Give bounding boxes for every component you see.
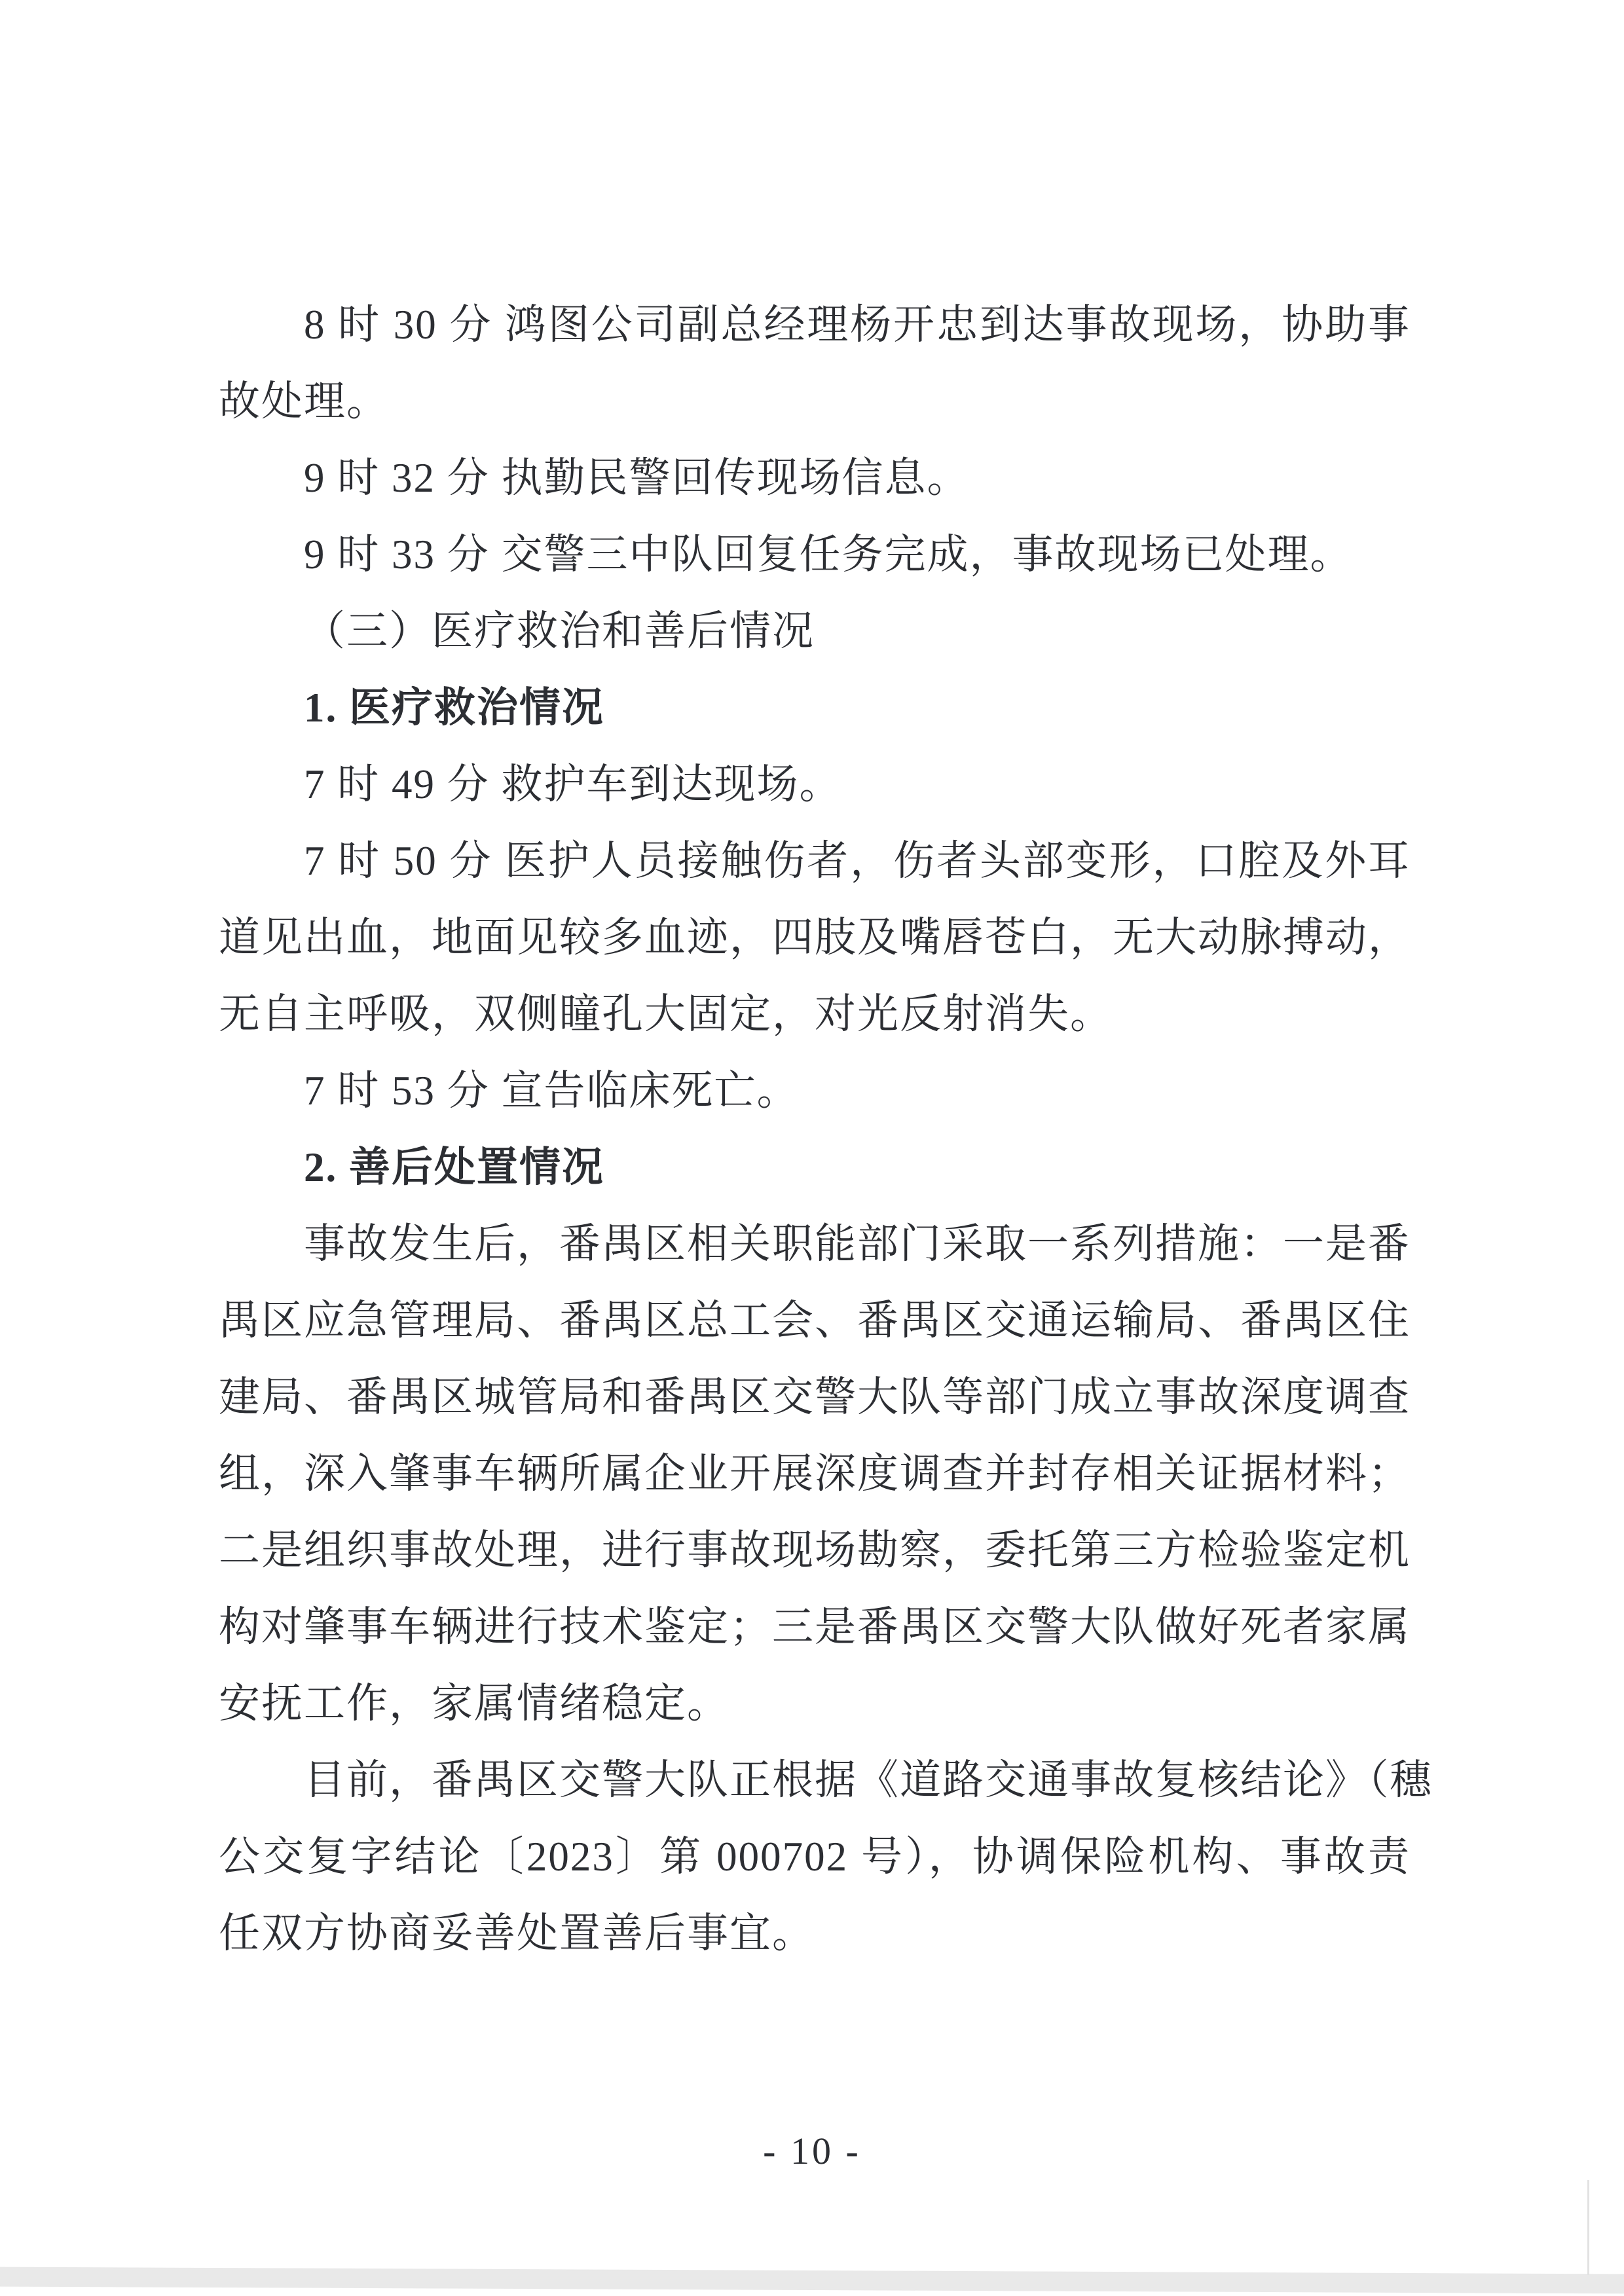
subsection-heading-aftermath: 2. 善后处置情况 [304,1144,604,1190]
subsection-heading-medical: 1. 医疗救治情况 [304,685,604,731]
text-line: 组，深入肇事车辆所属企业开展深度调查并封存相关证据材料； [219,1451,1411,1497]
scan-artifact-right-line [1587,2180,1589,2275]
text-line: 二是组织事故处理，进行事故现场勘察，委托第三方检验鉴定机 [219,1527,1411,1573]
text-line: 构对肇事车辆进行技术鉴定；三是番禺区交警大队做好死者家属 [219,1604,1411,1650]
text-line: 公交复字结论〔2023〕第 000702 号），协调保险机构、事故责 [219,1834,1411,1880]
text-line: 安抚工作，家属情绪稳定。 [219,1681,729,1726]
page-number: - 10 - [763,2130,861,2172]
text-line: 故处理。 [219,378,389,424]
text-line: 禺区应急管理局、番禺区总工会、番禺区交通运输局、番禺区住 [219,1298,1411,1343]
text-line: 9 时 32 分 执勤民警回传现场信息。 [304,455,970,501]
text-line: 建局、番禺区城管局和番禺区交警大队等部门成立事故深度调查 [219,1374,1411,1420]
text-line: 7 时 49 分 救护车到达现场。 [304,761,842,807]
text-line: 无自主呼吸，双侧瞳孔大固定，对光反射消失。 [219,991,1113,1037]
text-line: 目前，番禺区交警大队正根据《道路交通事故复核结论》（穗 [304,1757,1433,1803]
text-line: 事故发生后，番禺区相关职能部门采取一系列措施：一是番 [304,1221,1411,1267]
text-line: 7 时 50 分 医护人员接触伤者，伤者头部变形，口腔及外耳 [304,838,1411,884]
scan-artifact-bottom-strip [0,2267,1624,2294]
text-line: 道见出血，地面见较多血迹，四肢及嘴唇苍白，无大动脉搏动， [219,915,1411,960]
document-body [219,287,1433,1972]
text-line: 8 时 30 分 鸿图公司副总经理杨开忠到达事故现场，协助事 [304,302,1411,348]
text-line: 9 时 33 分 交警三中队回复任务完成，事故现场已处理。 [304,532,1353,577]
text-line: 任双方协商妥善处置善后事宜。 [219,1910,815,1956]
section-heading: （三）医疗救治和善后情况 [304,608,815,654]
text-line: 7 时 53 分 宣告临床死亡。 [304,1068,800,1114]
